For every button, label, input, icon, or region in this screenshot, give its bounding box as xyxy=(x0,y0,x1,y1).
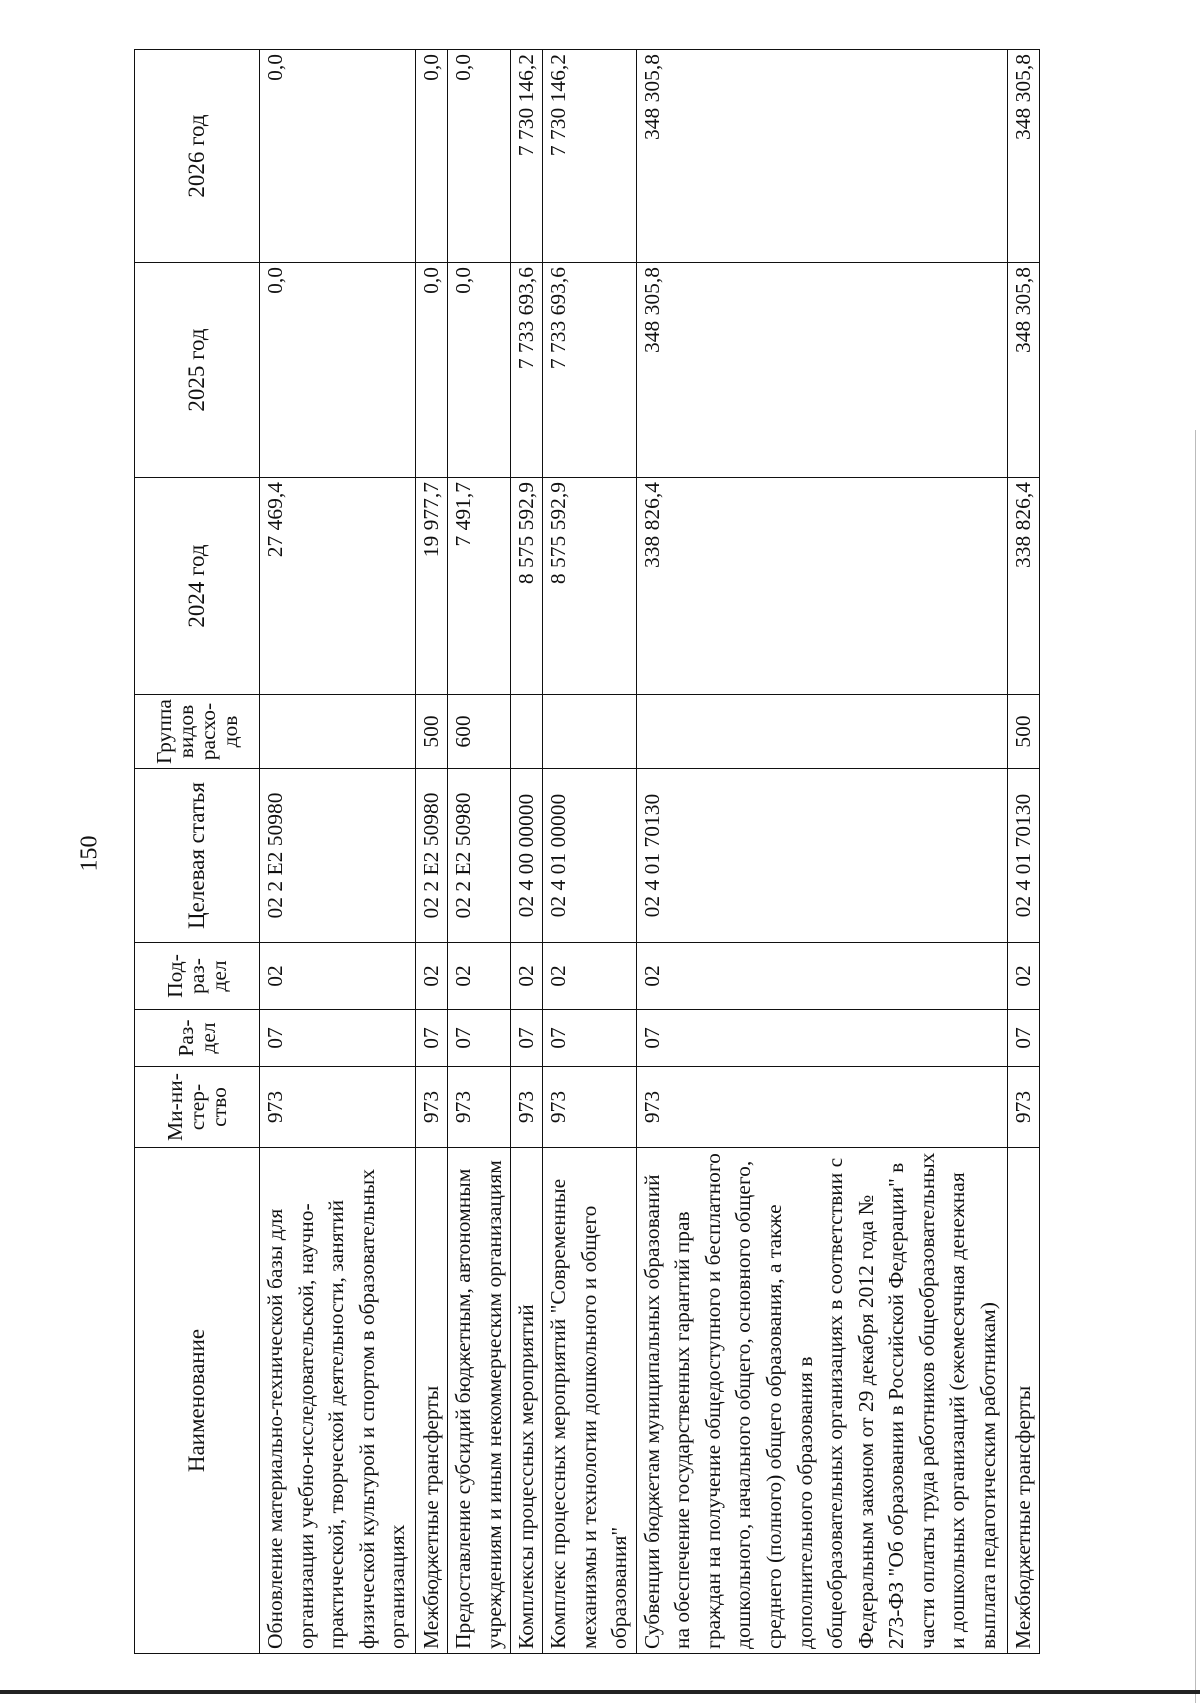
row-name: Комплексы процессных мероприятий xyxy=(511,1148,543,1654)
row-2024: 8 575 592,9 xyxy=(542,478,636,695)
row-group xyxy=(636,695,1008,769)
row-target: 02 4 01 00000 xyxy=(542,769,636,943)
row-ministry: 973 xyxy=(448,1067,511,1148)
row-section: 07 xyxy=(416,1010,448,1067)
row-ministry: 973 xyxy=(1008,1067,1040,1148)
row-group: 600 xyxy=(448,695,511,769)
row-2025: 7 733 693,6 xyxy=(511,263,543,478)
row-2026: 0,0 xyxy=(260,50,416,263)
row-ministry: 973 xyxy=(636,1067,1008,1148)
table-row xyxy=(448,50,511,1654)
row-2026: 0,0 xyxy=(416,50,448,263)
row-target: 02 4 00 00000 xyxy=(511,769,543,943)
row-group xyxy=(260,695,416,769)
row-group xyxy=(542,695,636,769)
table-row xyxy=(260,50,416,1654)
row-section: 07 xyxy=(511,1010,543,1067)
row-name: Предоставление субсидий бюджетным, автономным учреждениям и иным некоммерческим организациям xyxy=(448,1148,511,1654)
row-2024: 8 575 592,9 xyxy=(511,478,543,695)
row-ministry: 973 xyxy=(542,1067,636,1148)
row-2025: 7 733 693,6 xyxy=(542,263,636,478)
row-2025: 0,0 xyxy=(448,263,511,478)
header-target: Целевая статья xyxy=(135,769,260,943)
table-header-row xyxy=(135,50,260,1654)
header-2024: 2024 год xyxy=(135,478,260,695)
row-2025: 348 305,8 xyxy=(1008,263,1040,478)
table-row xyxy=(416,50,448,1654)
table-row xyxy=(511,50,543,1654)
row-name: Субвенции бюджетам муниципальных образований на обеспечение государственных гарантий прав граждан на получение общедоступного и бесплатного дошкольного, начального общего, основного общего, среднего (полного) общего образования, а также дополнительного образования в общеобразовательных организациях в соответствии с Федеральным законом от 29 декабря 2012 года № 273-ФЗ "Об образовании в Российской Федерации" в части оплаты труда работников общеобразовательных и дошкольных организаций (ежемесячная денежная выплата педагогическим работникам) xyxy=(636,1148,1008,1654)
row-target: 02 4 01 70130 xyxy=(636,769,1008,943)
header-2025: 2025 год xyxy=(135,263,260,478)
row-section: 07 xyxy=(1008,1010,1040,1067)
header-2026: 2026 год xyxy=(135,50,260,263)
table-row xyxy=(542,50,636,1654)
row-2026: 7 730 146,2 xyxy=(511,50,543,263)
row-group: 500 xyxy=(1008,695,1040,769)
row-2024: 27 469,4 xyxy=(260,478,416,695)
row-2025: 348 305,8 xyxy=(636,263,1008,478)
row-subsection: 02 xyxy=(636,943,1008,1010)
row-subsection: 02 xyxy=(542,943,636,1010)
row-2025: 0,0 xyxy=(260,263,416,478)
row-2024: 19 977,7 xyxy=(416,478,448,695)
row-group: 500 xyxy=(416,695,448,769)
row-section: 07 xyxy=(542,1010,636,1067)
row-name: Комплекс процессных мероприятий "Современные механизмы и технологии дошкольного и общего образования" xyxy=(542,1148,636,1654)
row-2026: 7 730 146,2 xyxy=(542,50,636,263)
row-target: 02 2 Е2 50980 xyxy=(448,769,511,943)
row-target: 02 4 01 70130 xyxy=(1008,769,1040,943)
row-name: Обновление материально-технической базы для организации учебно-исследовательской, научно-практической, творческой деятельности, занятий физической культурой и спортом в образовательных организациях xyxy=(260,1148,416,1654)
row-target: 02 2 Е2 50980 xyxy=(260,769,416,943)
row-subsection: 02 xyxy=(260,943,416,1010)
row-ministry: 973 xyxy=(260,1067,416,1148)
row-2026: 0,0 xyxy=(448,50,511,263)
row-subsection: 02 xyxy=(448,943,511,1010)
row-2024: 7 491,7 xyxy=(448,478,511,695)
row-section: 07 xyxy=(448,1010,511,1067)
row-2024: 338 826,4 xyxy=(1008,478,1040,695)
row-section: 07 xyxy=(636,1010,1008,1067)
row-2026: 348 305,8 xyxy=(636,50,1008,263)
scan-edge-line xyxy=(1195,430,1196,1703)
row-target: 02 2 Е2 50980 xyxy=(416,769,448,943)
rotated-table-wrapper xyxy=(134,50,1040,1654)
row-ministry: 973 xyxy=(511,1067,543,1148)
row-group xyxy=(511,695,543,769)
header-ministry: Ми-ни-стер-ство xyxy=(135,1067,260,1148)
header-subsection: Под-раз-дел xyxy=(135,943,260,1010)
header-group: Группа видов расхо-дов xyxy=(135,695,260,769)
row-ministry: 973 xyxy=(416,1067,448,1148)
scan-bottom-bar xyxy=(0,1690,1200,1694)
budget-table xyxy=(134,49,1040,1654)
page-number: 150 xyxy=(76,835,103,872)
row-2026: 348 305,8 xyxy=(1008,50,1040,263)
row-name: Межбюджетные трансферты xyxy=(416,1148,448,1654)
row-subsection: 02 xyxy=(511,943,543,1010)
header-section: Раз-дел xyxy=(135,1010,260,1067)
row-subsection: 02 xyxy=(1008,943,1040,1010)
row-section: 07 xyxy=(260,1010,416,1067)
row-2024: 338 826,4 xyxy=(636,478,1008,695)
table-row xyxy=(636,50,1008,1654)
header-name: Наименование xyxy=(135,1148,260,1654)
row-2025: 0,0 xyxy=(416,263,448,478)
row-name: Межбюджетные трансферты xyxy=(1008,1148,1040,1654)
table-row xyxy=(1008,50,1040,1654)
row-subsection: 02 xyxy=(416,943,448,1010)
